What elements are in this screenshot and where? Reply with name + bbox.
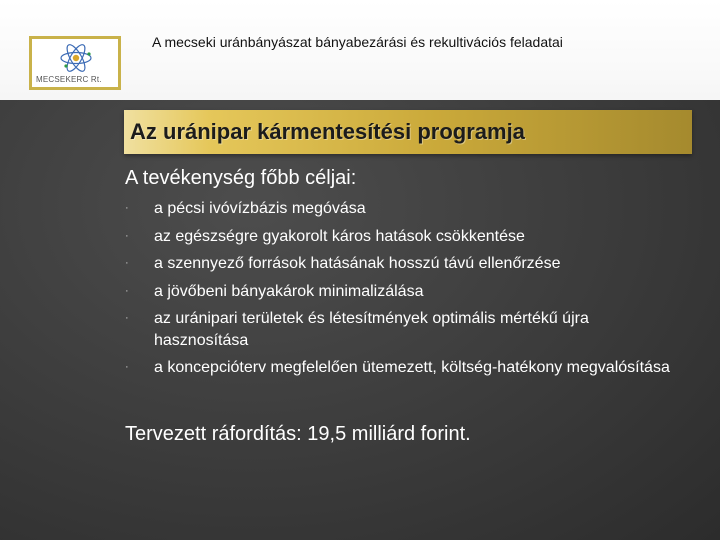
list-item xyxy=(125,308,685,351)
list-item xyxy=(125,226,685,248)
logo-text: MECSEKERC Rt. xyxy=(36,75,102,84)
header-bar xyxy=(0,0,720,100)
atom-icon xyxy=(58,40,94,76)
bullet-icon: · xyxy=(125,312,129,324)
list-item-text: a koncepcióterv megfelelően ütemezett, költség-hatékony megvalósítása xyxy=(154,359,670,376)
goals-list xyxy=(125,198,685,385)
title-banner xyxy=(124,110,692,154)
list-item-text: az egészségre gyakorolt káros hatások csökkentése xyxy=(154,227,525,245)
bullet-icon: · xyxy=(125,229,129,242)
bullet-icon: · xyxy=(125,257,129,269)
list-item xyxy=(125,281,685,303)
bullet-icon: · xyxy=(125,202,129,214)
list-item-text: a jövőbeni bányakárok minimalizálása xyxy=(154,282,424,300)
bullet-icon: · xyxy=(125,284,129,297)
header-title: A mecseki uránbányászat bányabezárási és rekultivációs feladatai xyxy=(152,34,563,50)
list-item-text: a pécsi ivóvízbázis megóvása xyxy=(154,200,366,217)
list-item xyxy=(125,198,685,220)
bullet-icon: · xyxy=(125,361,129,373)
budget-note: Tervezett ráfordítás: 19,5 milliárd forint. xyxy=(125,423,471,445)
company-logo xyxy=(29,36,121,90)
list-item xyxy=(125,253,685,275)
list-item xyxy=(125,357,685,379)
list-item-text: a szennyező források hatásának hosszú távú ellenőrzése xyxy=(154,255,561,272)
slide-title: Az uránipar kármentesítési programja xyxy=(130,119,525,144)
section-subtitle: A tevékenység főbb céljai: xyxy=(125,167,357,189)
list-item-text: az uránipari területek és létesítmények optimális mértékű újra hasznosítása xyxy=(154,310,589,349)
